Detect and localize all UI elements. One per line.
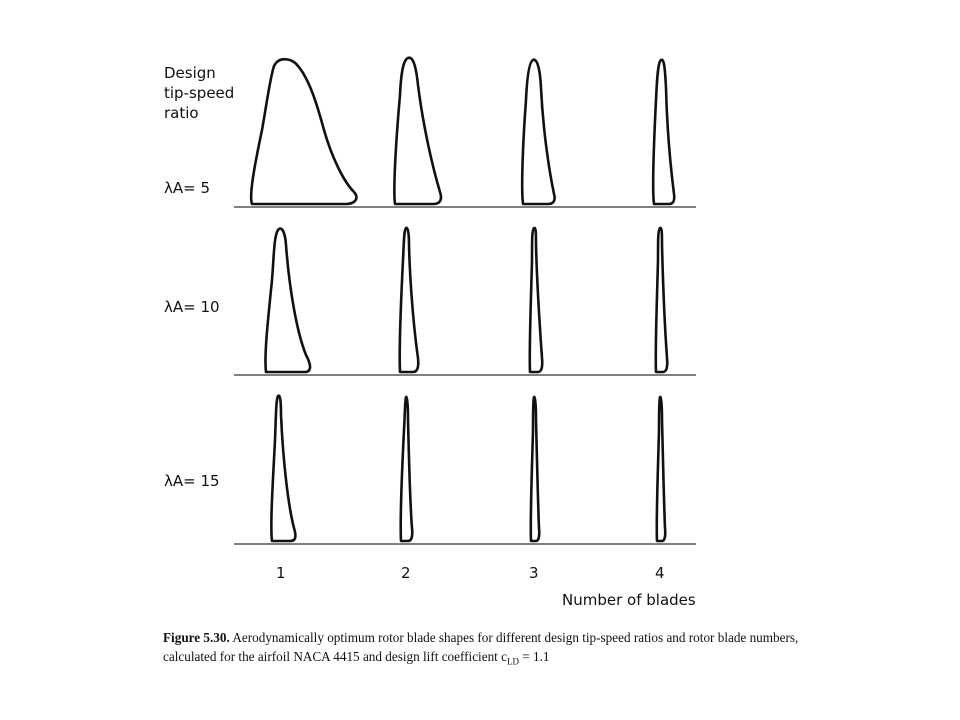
blade-l10-b2 [400,228,419,372]
blade-l10-b1 [265,229,310,372]
blade-l15-b2 [401,397,413,541]
header-line-3: ratio [164,104,199,122]
caption-text: Aerodynamically optimum rotor blade shapes for different design tip-speed ratios and rotor blade numbers, calculated for the airfoil NACA 4415 and design lift coefficient c [163,630,799,664]
blade-l15-b3 [531,397,540,541]
header-line-2: tip-speed [164,84,235,102]
caption-subscript: LD [506,656,519,667]
blade-l5-b3 [522,60,554,204]
caption-tail: = 1.1 [518,649,550,664]
blade-l15-b1 [271,396,295,541]
row-label-lambda-15: λA= 15 [164,472,220,490]
column-label-4: 4 [655,564,665,582]
row-label-lambda-5: λA= 5 [164,179,211,197]
blade-l5-b1 [251,59,356,204]
caption-figure-label: Figure 5.30. [163,630,230,645]
column-label-2: 2 [401,564,411,582]
axis-label-number-of-blades: Number of blades [562,591,696,609]
row-label-lambda-10: λA= 10 [164,298,220,316]
blade-l5-b4 [653,60,674,204]
blade-l5-b2 [394,58,441,204]
blade-l10-b3 [530,228,543,372]
column-label-3: 3 [529,564,539,582]
blade-l10-b4 [656,228,668,372]
figure-caption [163,628,843,672]
column-label-1: 1 [276,564,286,582]
blade-l15-b4 [657,397,666,541]
header-line-1: Design [164,64,216,82]
